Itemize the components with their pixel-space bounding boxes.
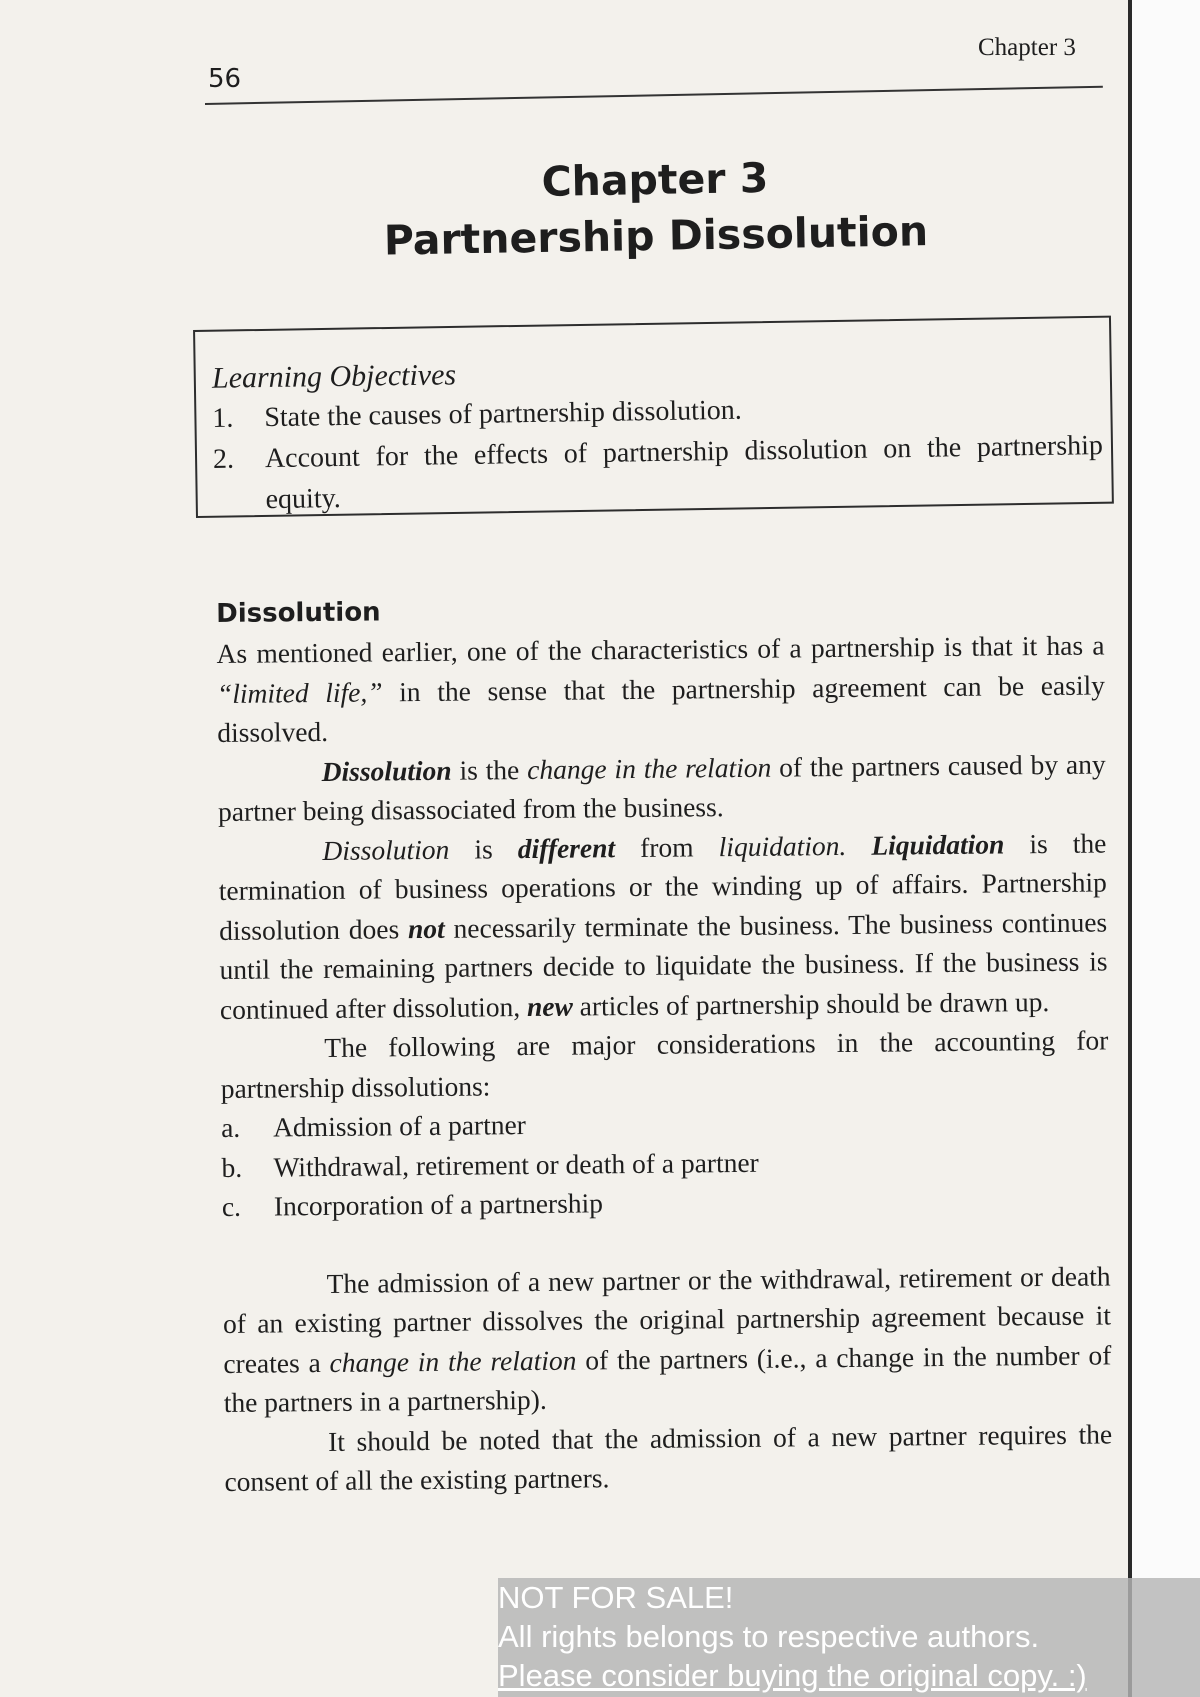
list-item-text: Incorporation of a partnership (273, 1187, 604, 1222)
list-marker: a. (220, 1111, 241, 1143)
paragraph-liquidation (218, 823, 1108, 1029)
running-head: Chapter 3 (978, 34, 1076, 61)
dissolution-section (216, 587, 1113, 1501)
page-number: 56 (208, 64, 242, 94)
chapter-number: Chapter 3 (541, 153, 769, 206)
text-run: from (614, 830, 719, 863)
objective-item (213, 425, 1104, 521)
considerations-list (221, 1099, 1110, 1226)
learning-objectives-list (212, 384, 1104, 521)
header-rule (205, 86, 1103, 105)
text-run: is the termination of business operations or the winding up of affairs. Partnership dissolution does (218, 826, 1107, 946)
text-run: is the (451, 753, 528, 786)
learning-objectives-heading: Learning Objectives (211, 358, 457, 395)
paragraph-admission (222, 1256, 1111, 1423)
watermark-line: All rights belongs to respective authors. (498, 1619, 1040, 1654)
text-run: necessarily terminate the business. The business continues until the remaining partners decide to liquidate the business. If the business is continued after dissolution, (219, 905, 1108, 1025)
text-run: As mentioned earlier, one of the characteristics of a partnership is that it has a (216, 629, 1105, 669)
emphasis-text: different (517, 831, 616, 864)
section-heading: Dissolution (216, 597, 381, 629)
paragraph-consent: It should be noted that the admission of a new partner requires the consent of all the existing partners. (224, 1417, 1113, 1497)
list-item-text: Admission of a partner (272, 1109, 527, 1143)
term-dissolution: Dissolution (321, 754, 452, 787)
list-marker: b. (221, 1151, 243, 1183)
chapter-subtitle: Partnership Dissolution (383, 207, 929, 265)
emphasis-text: liquidation. (718, 829, 847, 862)
list-marker: c. (221, 1190, 242, 1222)
chapter-title (0, 140, 1200, 275)
paragraph-limited-life (216, 625, 1105, 752)
text-run: is (449, 832, 518, 865)
text-run: The admission of a new partner or the withdrawal, retirement or death of an existing partner dissolves the original partnership agreement because it creates a (222, 1259, 1112, 1379)
paragraph-considerations: The following are major considerations in the accounting for partnership dissolutions: (220, 1024, 1109, 1104)
watermark-line: NOT FOR SALE! (498, 1580, 734, 1615)
objective-text: Account for the effects of partnership dissolution on the partnership equity. (264, 430, 1104, 516)
text-run: of the partners (i.e., a change in the number of the partners in a partnership). (223, 1338, 1112, 1418)
emphasis-text: change in the relation (329, 1344, 577, 1378)
emphasis-text: new (526, 990, 573, 1022)
text-run (846, 829, 871, 860)
term-liquidation: Liquidation (871, 827, 1005, 861)
text-run: in the sense that the partnership agreement can be easily dissolved. (217, 668, 1106, 748)
objective-number: 2. (212, 443, 235, 475)
emphasis-text: Dissolution (322, 833, 450, 866)
objective-text: State the causes of partnership dissolution. (264, 394, 742, 434)
list-item-text: Withdrawal, retirement or death of a partner (273, 1146, 759, 1182)
watermark-banner (498, 1578, 1200, 1697)
emphasis-text: change in the relation (527, 751, 772, 785)
text-run: articles of partnership should be drawn up. (572, 985, 1050, 1022)
text-run: of the partners caused by any partner being disassociated from the business. (217, 747, 1106, 827)
paragraph-definition (218, 744, 1107, 832)
watermark-line: Please consider buying the original copy. :) (498, 1658, 1087, 1693)
emphasis-text: “limited life,” (216, 675, 383, 709)
objective-number: 1. (212, 402, 234, 434)
emphasis-text: not (407, 912, 445, 944)
